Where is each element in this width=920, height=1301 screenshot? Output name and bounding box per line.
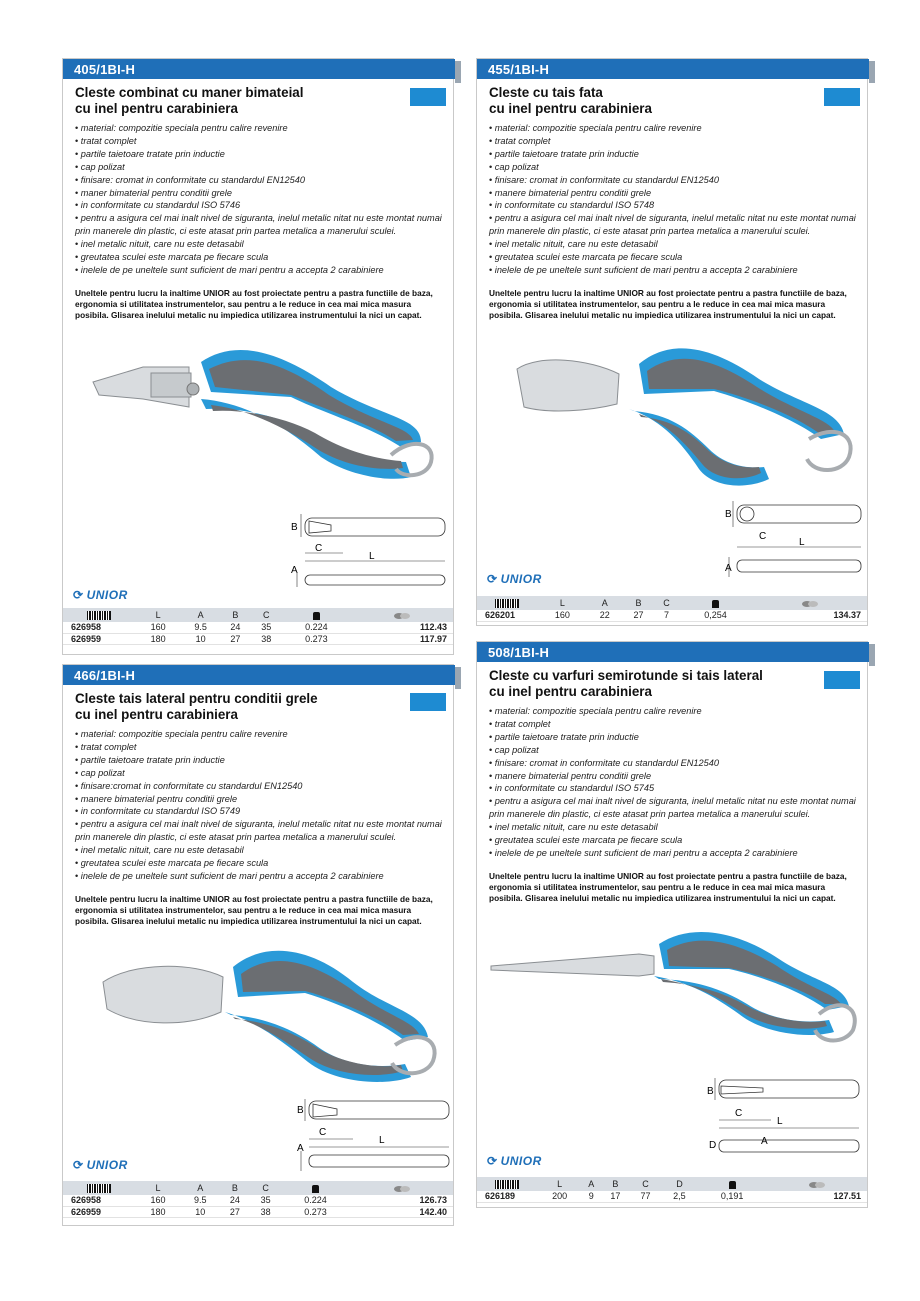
value-b: 27 bbox=[622, 610, 656, 621]
feature-item: • greutatea sculei este marcata pe fiecare scula bbox=[489, 834, 859, 847]
barcode-icon bbox=[495, 1180, 519, 1189]
feature-item: • material: compozitie speciala pentru calire revenire bbox=[75, 122, 445, 135]
value-b: 24 bbox=[220, 622, 251, 633]
spec-table bbox=[477, 596, 867, 622]
dim-label-a: A bbox=[291, 565, 298, 576]
feature-list bbox=[489, 705, 859, 860]
feature-item: • pentru a asigura cel mai inalt nivel de siguranta, inelul metalic nitat nu este montat numai prin manerele din plastic, ci este atasat prin partea metalica a manerului sculei. bbox=[489, 212, 859, 238]
dimension-diagram bbox=[291, 501, 451, 593]
feature-item: • in conformitate cu standardul ISO 5749 bbox=[75, 805, 445, 818]
article-code: 626959 bbox=[63, 633, 135, 644]
header-shadow bbox=[869, 61, 875, 83]
weight-value: 0.224 bbox=[281, 1195, 350, 1206]
feature-item: • finisare:cromat in conformitate cu standardul EN12540 bbox=[75, 780, 445, 793]
feature-item: • finisare: cromat in conformitate cu standardul EN12540 bbox=[489, 174, 859, 187]
feature-item: • material: compozitie speciala pentru calire revenire bbox=[489, 705, 859, 718]
feature-item: • inel metalic nituit, care nu este detasabil bbox=[75, 844, 445, 857]
value-c: 7 bbox=[655, 610, 677, 621]
price-value: 127.51 bbox=[766, 1191, 867, 1202]
feature-item: • pentru a asigura cel mai inalt nivel de siguranta, inelul metalic nitat nu este montat numai prin manerele din plastic, ci este atasat prin partea metalica a manerului sculei. bbox=[489, 795, 859, 821]
feature-item: • cap polizat bbox=[75, 767, 445, 780]
value-d: 2,5 bbox=[661, 1191, 699, 1202]
spec-table bbox=[63, 608, 453, 645]
dimension-diagram bbox=[723, 487, 863, 583]
dim-label-b: B bbox=[291, 522, 298, 533]
col-l: L bbox=[537, 1177, 582, 1191]
weight-value: 0,254 bbox=[677, 610, 753, 621]
feature-item: • inel metalic nituit, care nu este detasabil bbox=[489, 238, 859, 251]
col-b: B bbox=[622, 596, 656, 610]
weight-icon bbox=[313, 612, 320, 620]
dim-label-b: B bbox=[707, 1086, 714, 1097]
title-line-1: Cleste cu tais fata bbox=[489, 85, 603, 100]
table-row bbox=[63, 622, 453, 633]
value-c: 35 bbox=[250, 1195, 281, 1206]
value-l: 180 bbox=[135, 1206, 181, 1217]
feature-item: • maner bimaterial pentru conditii grele bbox=[75, 187, 445, 200]
product-code-header bbox=[63, 665, 455, 685]
weight-value: 0.273 bbox=[281, 1206, 350, 1217]
col-b: B bbox=[220, 1181, 251, 1195]
product-code: 405/1BI-H bbox=[74, 62, 136, 77]
feature-item: • inelele de pe uneltele sunt suficient de mari pentru a accepta 2 carabiniere bbox=[75, 870, 445, 883]
dim-label-c: C bbox=[315, 543, 323, 554]
article-code: 626958 bbox=[63, 622, 135, 633]
article-code: 626189 bbox=[477, 1191, 537, 1202]
value-a: 9.5 bbox=[181, 1195, 219, 1206]
col-l: L bbox=[537, 596, 588, 610]
dim-label-d: D bbox=[709, 1140, 717, 1151]
usage-note: Uneltele pentru lucru la inaltime UNIOR au fost proiectate pentru a pastra functiile de baza, ergonomia si utilitatea instrumentelor, sau pentru a le reduce in cea mai mica masura posibila. Glisarea inelului metalic nu impiedica utilizarea instrumentului la nici un capat. bbox=[75, 894, 433, 926]
col-d: D bbox=[661, 1177, 699, 1191]
value-a: 9 bbox=[582, 1191, 600, 1202]
title-line-1: Cleste tais lateral pentru conditii grele bbox=[75, 691, 318, 706]
title-line-1: Cleste cu varfuri semirotunde si tais lateral bbox=[489, 668, 763, 683]
col-b: B bbox=[220, 608, 251, 622]
dim-label-l: L bbox=[379, 1135, 385, 1146]
feature-item: • greutatea sculei este marcata pe fiecare scula bbox=[75, 857, 445, 870]
product-title bbox=[489, 668, 763, 700]
weight-icon bbox=[729, 1181, 736, 1189]
value-c: 77 bbox=[630, 1191, 660, 1202]
header-shadow bbox=[869, 644, 875, 666]
feature-item: • partile taietoare tratate prin inductie bbox=[75, 148, 445, 161]
feature-item: • partile taietoare tratate prin inductie bbox=[489, 148, 859, 161]
dim-label-a: A bbox=[761, 1136, 768, 1147]
dim-label-a: A bbox=[297, 1143, 304, 1154]
blue-tag bbox=[410, 693, 446, 711]
col-c: C bbox=[655, 596, 677, 610]
brand-name: UNIOR bbox=[500, 572, 542, 586]
brand-name: UNIOR bbox=[86, 1158, 128, 1172]
coins-icon bbox=[801, 599, 819, 608]
product-code-header bbox=[477, 642, 869, 662]
blue-tag bbox=[824, 671, 860, 689]
feature-item: • manere bimaterial pentru conditii grele bbox=[489, 187, 859, 200]
title-line-2: cu inel pentru carabiniera bbox=[75, 101, 238, 116]
feature-item: • manere bimaterial pentru conditii grele bbox=[489, 770, 859, 783]
feature-item: • in conformitate cu standardul ISO 5745 bbox=[489, 782, 859, 795]
table-row bbox=[63, 633, 453, 644]
table-row bbox=[63, 1206, 453, 1217]
dim-label-l: L bbox=[369, 551, 375, 562]
feature-item: • greutatea sculei este marcata pe fiecare scula bbox=[75, 251, 445, 264]
dim-label-b: B bbox=[297, 1105, 304, 1116]
price-value: 142.40 bbox=[350, 1206, 453, 1217]
usage-note: Uneltele pentru lucru la inaltime UNIOR au fost proiectate pentru a pastra functiile de baza, ergonomia si utilitatea instrumentelor, sau pentru a le reduce in cea mai mica masura posibila. Glisarea inelului metalic nu impiedica utilizarea instrumentului la nici un capat. bbox=[75, 288, 433, 320]
barcode-icon bbox=[87, 1184, 111, 1193]
value-l: 180 bbox=[135, 633, 181, 644]
value-a: 9.5 bbox=[181, 622, 220, 633]
spec-table bbox=[63, 1181, 453, 1218]
feature-item: • tratat complet bbox=[489, 718, 859, 731]
long-nose-pliers-image bbox=[489, 924, 859, 1054]
dim-label-l: L bbox=[777, 1116, 783, 1127]
product-code: 466/1BI-H bbox=[74, 668, 136, 683]
usage-note: Uneltele pentru lucru la inaltime UNIOR au fost proiectate pentru a pastra functiile de baza, ergonomia si utilitatea instrumentelor, sau pentru a le reduce in cea mai mica masura posibila. Glisarea inelului metalic nu impiedica utilizarea instrumentului la nici un capat. bbox=[489, 871, 847, 903]
table-row bbox=[63, 1195, 453, 1206]
product-card-405 bbox=[62, 58, 454, 655]
col-a: A bbox=[181, 1181, 219, 1195]
value-a: 22 bbox=[588, 610, 622, 621]
blue-tag bbox=[824, 88, 860, 106]
col-a: A bbox=[588, 596, 622, 610]
product-title bbox=[75, 85, 303, 117]
article-code: 626201 bbox=[477, 610, 537, 621]
value-l: 200 bbox=[537, 1191, 582, 1202]
dim-label-a: A bbox=[725, 563, 732, 574]
coins-icon bbox=[393, 1184, 411, 1193]
feature-item: • inelele de pe uneltele sunt suficient de mari pentru a accepta 2 carabiniere bbox=[75, 264, 445, 277]
side-cutting-pliers-image bbox=[93, 937, 443, 1087]
feature-item: • cap polizat bbox=[489, 161, 859, 174]
product-card-466 bbox=[62, 664, 454, 1226]
value-b: 24 bbox=[220, 1195, 251, 1206]
title-line-2: cu inel pentru carabiniera bbox=[75, 707, 238, 722]
feature-item: • inel metalic nituit, care nu este detasabil bbox=[75, 238, 445, 251]
col-c: C bbox=[630, 1177, 660, 1191]
title-line-1: Cleste combinat cu maner bimateial bbox=[75, 85, 304, 100]
feature-item: • cap polizat bbox=[75, 161, 445, 174]
feature-item: • tratat complet bbox=[75, 741, 445, 754]
value-b: 27 bbox=[220, 1206, 251, 1217]
article-code: 626958 bbox=[63, 1195, 135, 1206]
title-line-2: cu inel pentru carabiniera bbox=[489, 101, 652, 116]
unior-logo: ⟳ UNIOR bbox=[73, 1158, 128, 1172]
weight-value: 0.224 bbox=[282, 622, 351, 633]
weight-icon bbox=[312, 1185, 319, 1193]
col-a: A bbox=[181, 608, 220, 622]
feature-item: • material: compozitie speciala pentru calire revenire bbox=[489, 122, 859, 135]
weight-value: 0.273 bbox=[282, 633, 351, 644]
weight-icon bbox=[712, 600, 719, 608]
dim-label-c: C bbox=[759, 531, 767, 542]
price-value: 134.37 bbox=[754, 610, 867, 621]
value-a: 10 bbox=[181, 1206, 219, 1217]
feature-item: • finisare: cromat in conformitate cu standardul EN12540 bbox=[489, 757, 859, 770]
coins-icon bbox=[808, 1180, 826, 1189]
col-l: L bbox=[135, 608, 181, 622]
feature-item: • inel metalic nituit, care nu este detasabil bbox=[489, 821, 859, 834]
feature-item: • tratat complet bbox=[75, 135, 445, 148]
col-c: C bbox=[251, 608, 282, 622]
feature-item: • greutatea sculei este marcata pe fiecare scula bbox=[489, 251, 859, 264]
col-c: C bbox=[250, 1181, 281, 1195]
col-l: L bbox=[135, 1181, 181, 1195]
value-c: 38 bbox=[251, 633, 282, 644]
feature-item: • finisare: cromat in conformitate cu standardul EN12540 bbox=[75, 174, 445, 187]
value-l: 160 bbox=[135, 622, 181, 633]
col-a: A bbox=[582, 1177, 600, 1191]
col-b: B bbox=[600, 1177, 630, 1191]
product-card-455 bbox=[476, 58, 868, 626]
feature-item: • in conformitate cu standardul ISO 5748 bbox=[489, 199, 859, 212]
dim-label-l: L bbox=[799, 537, 805, 548]
combination-pliers-image bbox=[91, 337, 441, 487]
unior-logo: ⟳ UNIOR bbox=[487, 572, 542, 586]
value-c: 35 bbox=[251, 622, 282, 633]
table-row bbox=[477, 610, 867, 621]
product-card-508 bbox=[476, 641, 868, 1208]
price-value: 117.97 bbox=[351, 633, 453, 644]
article-code: 626959 bbox=[63, 1206, 135, 1217]
feature-list bbox=[489, 122, 859, 277]
title-line-2: cu inel pentru carabiniera bbox=[489, 684, 652, 699]
dimension-diagram bbox=[295, 1089, 451, 1181]
value-l: 160 bbox=[537, 610, 588, 621]
value-l: 160 bbox=[135, 1195, 181, 1206]
barcode-icon bbox=[87, 611, 111, 620]
product-code: 508/1BI-H bbox=[488, 645, 550, 660]
feature-item: • partile taietoare tratate prin inductie bbox=[489, 731, 859, 744]
barcode-icon bbox=[495, 599, 519, 608]
value-a: 10 bbox=[181, 633, 220, 644]
table-row bbox=[477, 1191, 867, 1202]
dim-label-b: B bbox=[725, 509, 732, 520]
feature-item: • inelele de pe uneltele sunt suficient de mari pentru a accepta 2 carabiniere bbox=[489, 264, 859, 277]
coins-icon bbox=[393, 611, 411, 620]
blue-tag bbox=[410, 88, 446, 106]
feature-item: • pentru a asigura cel mai inalt nivel de siguranta, inelul metalic nitat nu este montat numai prin manerele din plastic, ci este atasat prin partea metalica a manerului sculei. bbox=[75, 212, 445, 238]
value-c: 38 bbox=[250, 1206, 281, 1217]
price-value: 126.73 bbox=[350, 1195, 453, 1206]
feature-list bbox=[75, 728, 445, 883]
header-shadow bbox=[455, 667, 461, 689]
dimension-diagram bbox=[705, 1072, 861, 1164]
weight-value: 0,191 bbox=[698, 1191, 766, 1202]
end-cutting-pliers-image bbox=[509, 339, 859, 489]
feature-item: • inelele de pe uneltele sunt suficient de mari pentru a accepta 2 carabiniere bbox=[489, 847, 859, 860]
product-title bbox=[489, 85, 652, 117]
feature-item: • tratat complet bbox=[489, 135, 859, 148]
brand-name: UNIOR bbox=[86, 588, 128, 602]
value-b: 27 bbox=[220, 633, 251, 644]
feature-item: • partile taietoare tratate prin inductie bbox=[75, 754, 445, 767]
product-code: 455/1BI-H bbox=[488, 62, 550, 77]
feature-item: • manere bimaterial pentru conditii grele bbox=[75, 793, 445, 806]
header-shadow bbox=[455, 61, 461, 83]
spec-table bbox=[477, 1177, 867, 1203]
dim-label-c: C bbox=[319, 1127, 327, 1138]
feature-item: • material: compozitie speciala pentru calire revenire bbox=[75, 728, 445, 741]
product-code-header bbox=[477, 59, 869, 79]
dim-label-c: C bbox=[735, 1108, 743, 1119]
price-value: 112.43 bbox=[351, 622, 453, 633]
product-code-header bbox=[63, 59, 455, 79]
unior-logo: ⟳ UNIOR bbox=[487, 1154, 542, 1168]
feature-item: • in conformitate cu standardul ISO 5746 bbox=[75, 199, 445, 212]
feature-item: • pentru a asigura cel mai inalt nivel de siguranta, inelul metalic nitat nu este montat numai prin manerele din plastic, ci este atasat prin partea metalica a manerului sculei. bbox=[75, 818, 445, 844]
value-b: 17 bbox=[600, 1191, 630, 1202]
feature-list bbox=[75, 122, 445, 277]
brand-name: UNIOR bbox=[500, 1154, 542, 1168]
product-title bbox=[75, 691, 318, 723]
usage-note: Uneltele pentru lucru la inaltime UNIOR au fost proiectate pentru a pastra functiile de baza, ergonomia si utilitatea instrumentelor, sau pentru a le reduce in cea mai mica masura posibila. Glisarea inelului metalic nu impiedica utilizarea instrumentului la nici un capat. bbox=[489, 288, 847, 320]
feature-item: • cap polizat bbox=[489, 744, 859, 757]
unior-logo: ⟳ UNIOR bbox=[73, 588, 128, 602]
